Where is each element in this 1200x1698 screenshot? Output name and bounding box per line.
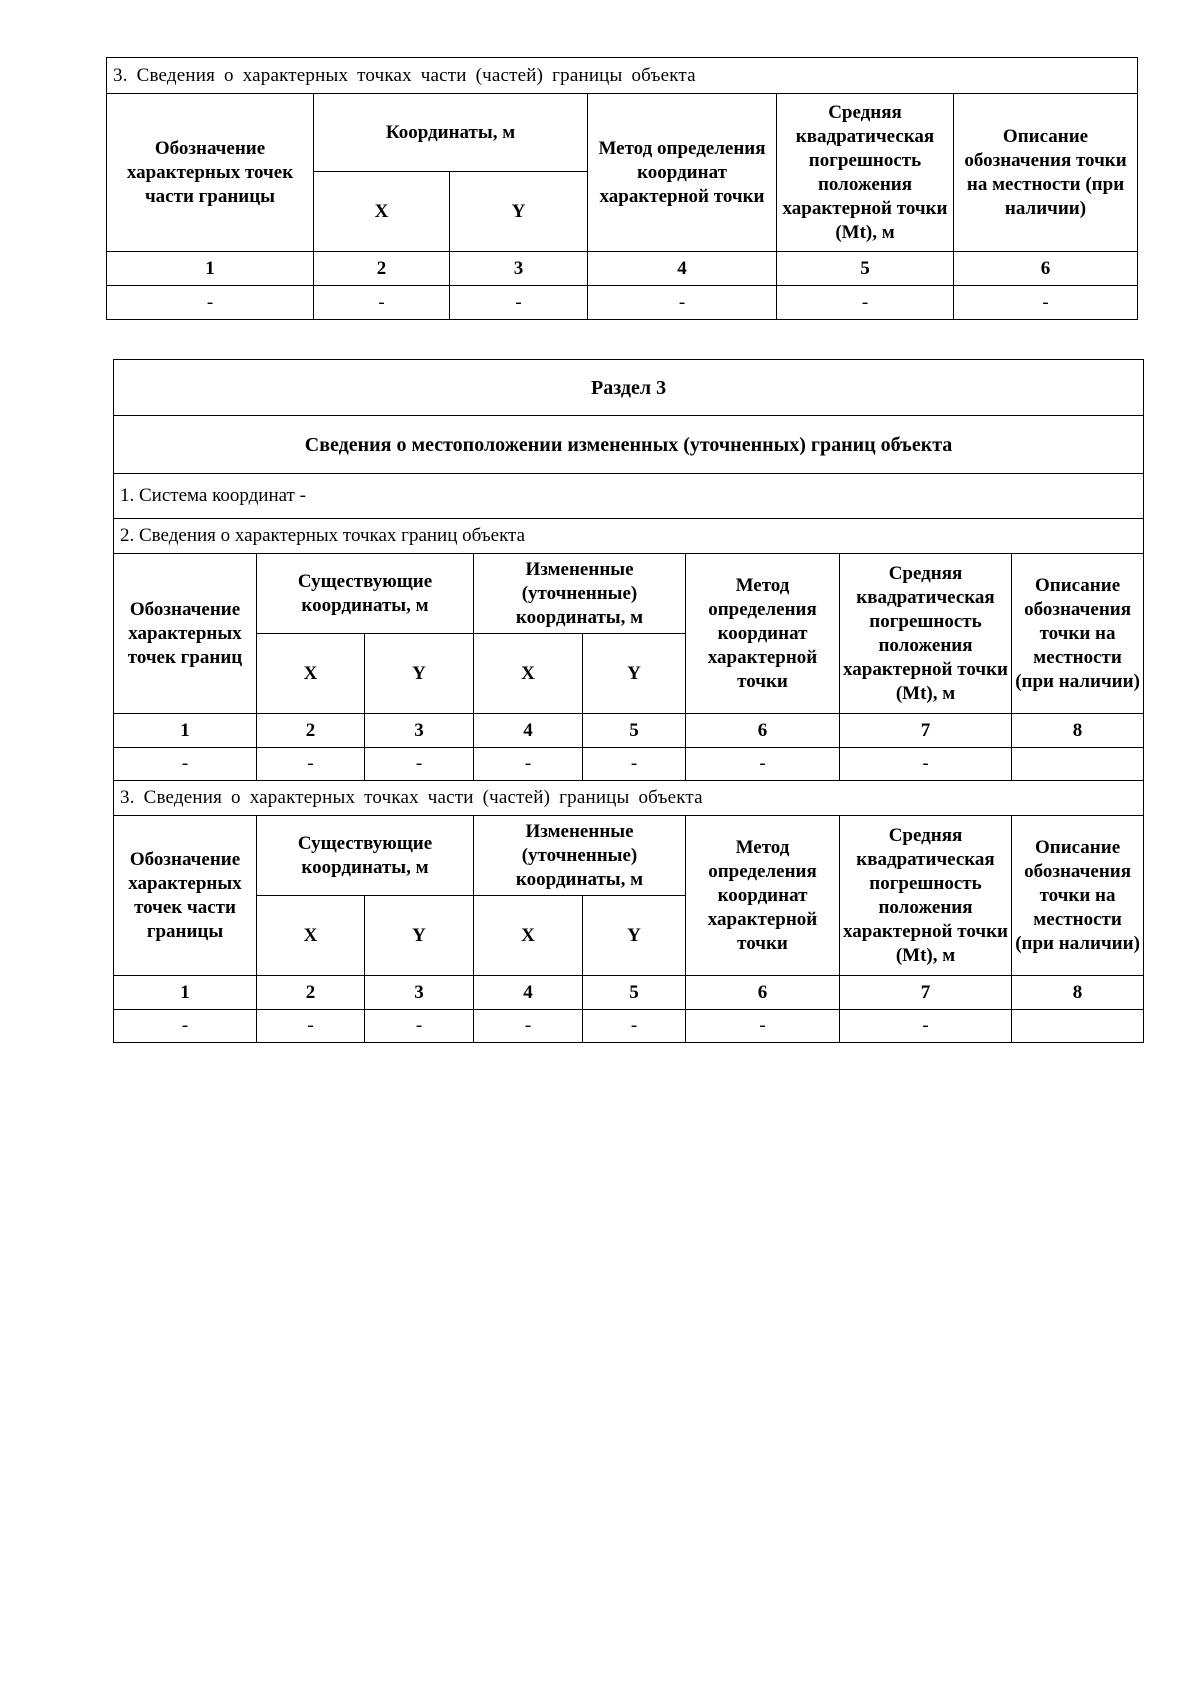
table-cell: - [314,286,450,320]
table-cell: - [583,1010,686,1043]
column-number: 7 [840,714,1012,748]
column-number: 5 [777,252,954,286]
column-number: 1 [114,714,257,748]
section-subheading: Сведения о местоположении измененных (уточненных) границ объекта [114,416,1144,474]
table-cell: - [257,1010,365,1043]
table-row [114,748,1144,781]
section-heading: Раздел 3 [114,360,1144,416]
column-number: 4 [588,252,777,286]
table-row [107,286,1138,320]
table-cell [1012,748,1144,781]
header-x: X [314,172,450,252]
column-number: 4 [474,976,583,1010]
table-cell: - [450,286,588,320]
column-number: 3 [365,976,474,1010]
header-y: Y [365,896,474,976]
column-number: 8 [1012,976,1144,1010]
header-changed-coordinates: Измененные (уточненные) координаты, м [474,554,686,634]
column-number: 3 [450,252,588,286]
table1-section-title: 3. Сведения о характерных точках части (частей) границы объекта [107,58,1138,94]
table-cell: - [474,748,583,781]
column-number: 6 [954,252,1138,286]
header-error: Средняя квадратическая погрешность положения характерной точки (Mt), м [777,94,954,252]
table-cell: - [365,748,474,781]
table-cell: - [474,1010,583,1043]
column-number: 1 [107,252,314,286]
column-number: 3 [365,714,474,748]
header-designation: Обозначение характерных точек границ [114,554,257,714]
column-number: 7 [840,976,1012,1010]
table-cell: - [954,286,1138,320]
header-description: Описание обозначения точки на местности (при наличии) [1012,816,1144,976]
part3-title: 3. Сведения о характерных точках части (частей) границы объекта [114,781,1144,816]
column-number: 1 [114,976,257,1010]
header-existing-coordinates: Существующие координаты, м [257,554,474,634]
header-x: X [474,896,583,976]
header-designation: Обозначение характерных точек части границы [114,816,257,976]
coordinate-system: 1. Система координат - [114,474,1144,519]
table-row [114,1010,1144,1043]
header-error: Средняя квадратическая погрешность положения характерной точки (Mt), м [840,554,1012,714]
header-changed-coordinates: Измененные (уточненные) координаты, м [474,816,686,896]
header-designation: Обозначение характерных точек части границы [107,94,314,252]
header-x: X [257,634,365,714]
column-number: 4 [474,714,583,748]
table-cell: - [777,286,954,320]
table-cell: - [686,748,840,781]
header-description: Описание обозначения точки на местности (при наличии) [954,94,1138,252]
column-number: 2 [314,252,450,286]
table-cell: - [114,1010,257,1043]
header-y: Y [583,896,686,976]
table-cell: - [107,286,314,320]
header-method: Метод определения координат характерной точки [686,816,840,976]
header-existing-coordinates: Существующие координаты, м [257,816,474,896]
table-cell: - [257,748,365,781]
table-cell: - [365,1010,474,1043]
column-number: 5 [583,714,686,748]
column-number: 2 [257,976,365,1010]
table-cell: - [588,286,777,320]
header-method: Метод определения координат характерной точки [588,94,777,252]
table-cell: - [840,1010,1012,1043]
header-y: Y [583,634,686,714]
table-cell: - [114,748,257,781]
column-number: 2 [257,714,365,748]
section3-table [113,359,1144,1043]
header-y: Y [450,172,588,252]
table-cell: - [686,1010,840,1043]
part2-title: 2. Сведения о характерных точках границ объекта [114,519,1144,554]
header-x: X [474,634,583,714]
header-coordinates: Координаты, м [314,94,588,172]
column-number: 6 [686,976,840,1010]
header-x: X [257,896,365,976]
column-number: 5 [583,976,686,1010]
column-number: 6 [686,714,840,748]
table-cell: - [840,748,1012,781]
header-y: Y [365,634,474,714]
header-description: Описание обозначения точки на местности (при наличии) [1012,554,1144,714]
header-error: Средняя квадратическая погрешность положения характерной точки (Mt), м [840,816,1012,976]
table-cell: - [583,748,686,781]
table-cell [1012,1010,1144,1043]
header-method: Метод определения координат характерной точки [686,554,840,714]
column-number: 8 [1012,714,1144,748]
part-boundary-points-table [106,57,1138,320]
